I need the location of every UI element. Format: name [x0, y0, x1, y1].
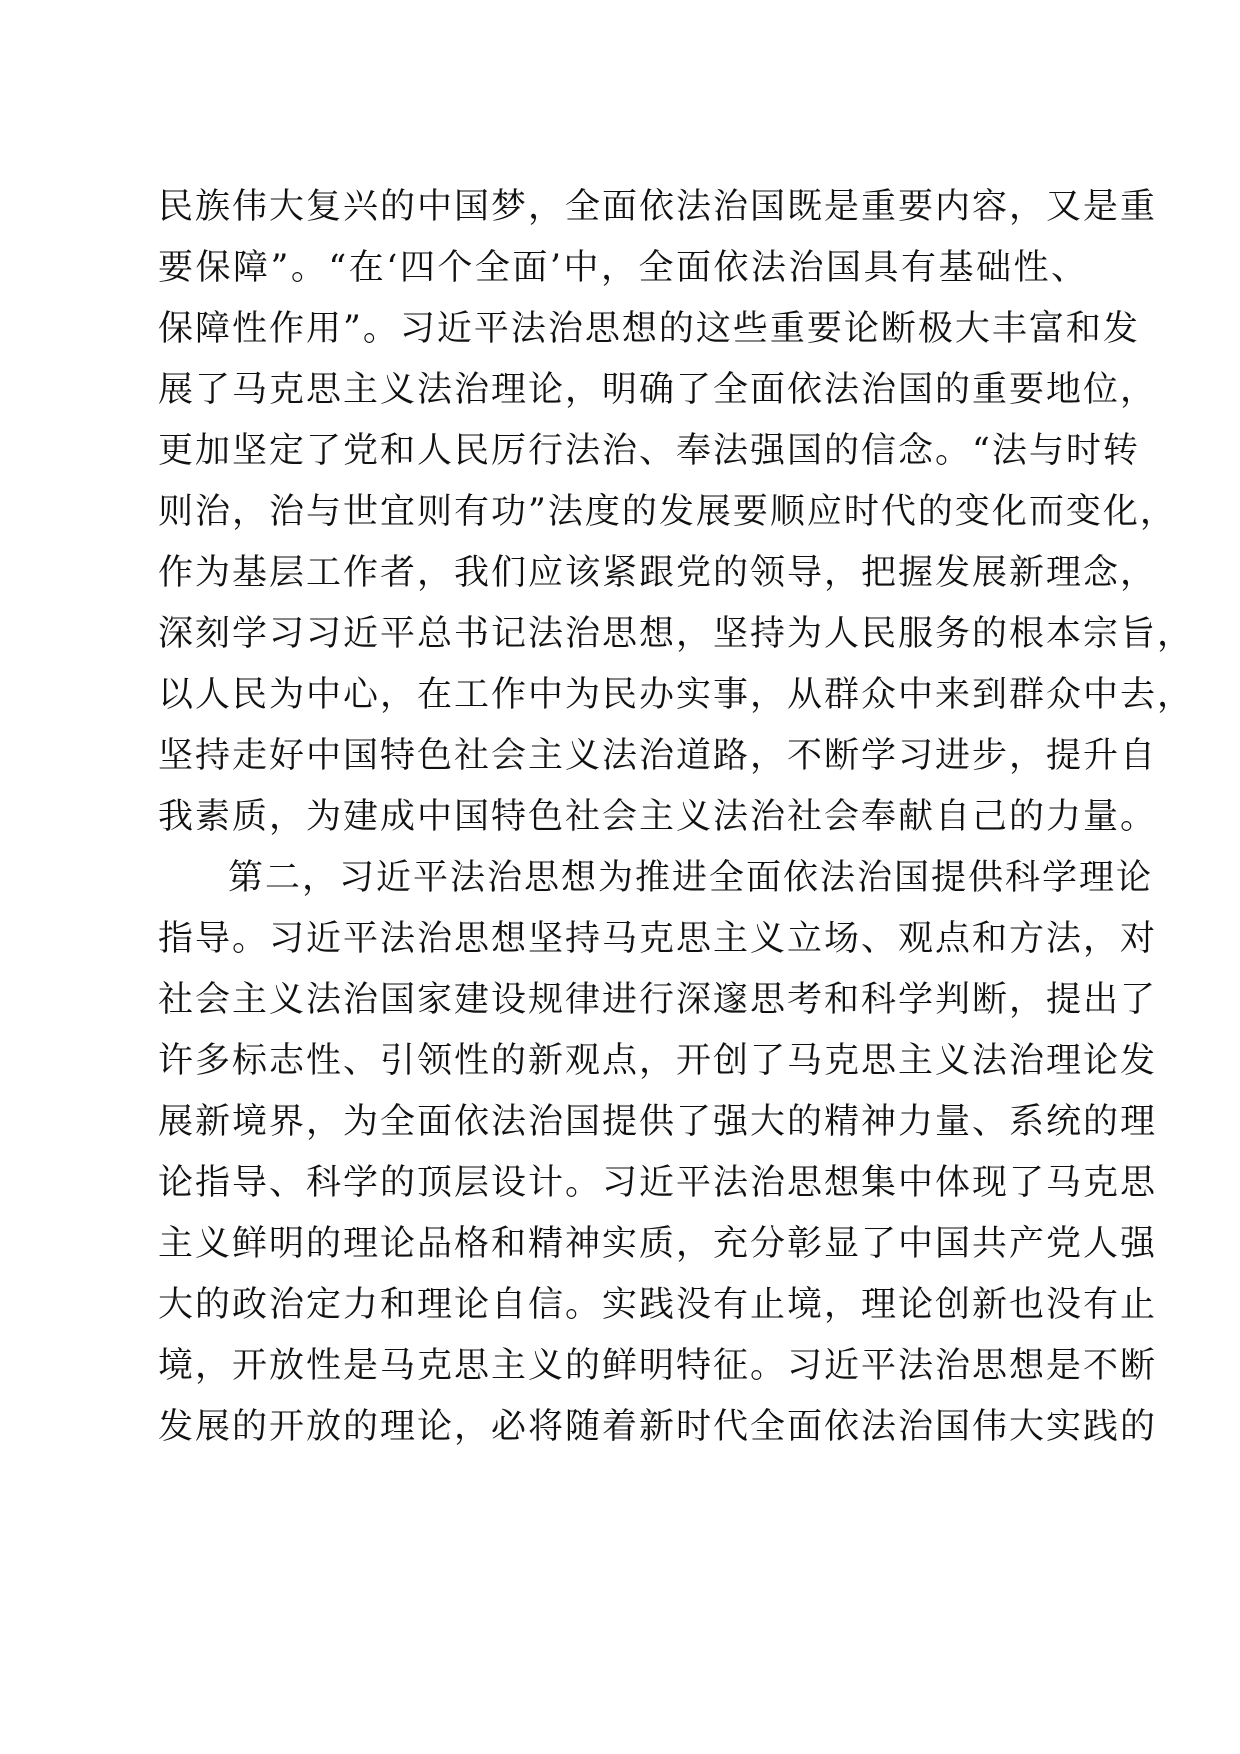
paragraph-2 — [158, 858, 1158, 1471]
text-line: 论指导、科学的顶层设计。习近平法治思想集中体现了马克思 — [158, 1163, 1158, 1203]
document-body — [158, 187, 1195, 1471]
text-line: 大的政治定力和理论自信。实践没有止境，理论创新也没有止 — [158, 1285, 1158, 1325]
text-line: 坚持走好中国特色社会主义法治道路，不断学习进步，提升自 — [158, 736, 1158, 776]
text-line: 展了马克思主义法治理论，明确了全面依法治国的重要地位， — [158, 370, 1158, 410]
text-line: 民族伟大复兴的中国梦，全面依法治国既是重要内容，又是重 — [158, 187, 1158, 227]
text-line: 展新境界，为全面依法治国提供了强大的精神力量、系统的理 — [158, 1102, 1158, 1142]
text-line: 作为基层工作者，我们应该紧跟党的领导，把握发展新理念， — [158, 553, 1158, 593]
text-line: 以人民为中心，在工作中为民办实事，从群众中来到群众中去， — [158, 675, 1195, 715]
text-line: 更加坚定了党和人民厉行法治、奉法强国的信念。“法与时转 — [158, 431, 1140, 471]
text-line: 保障性作用”。习近平法治思想的这些重要论断极大丰富和发 — [158, 309, 1140, 349]
text-line: 主义鲜明的理论品格和精神实质，充分彰显了中国共产党人强 — [158, 1224, 1158, 1264]
text-line: 我素质，为建成中国特色社会主义法治社会奉献自己的力量。 — [158, 797, 1158, 837]
text-line: 深刻学习习近平总书记法治思想，坚持为人民服务的根本宗旨， — [158, 614, 1195, 654]
text-line: 则治，治与世宜则有功”法度的发展要顺应时代的变化而变化， — [158, 492, 1177, 532]
text-line: 指导。习近平法治思想坚持马克思主义立场、观点和方法，对 — [158, 919, 1158, 959]
text-line: 境，开放性是马克思主义的鲜明特征。习近平法治思想是不断 — [158, 1346, 1158, 1386]
text-line: 第二，习近平法治思想为推进全面依法治国提供科学理论 — [228, 858, 1154, 898]
paragraph-1 — [158, 187, 1195, 861]
text-line: 许多标志性、引领性的新观点，开创了马克思主义法治理论发 — [158, 1041, 1158, 1081]
text-line: 要保障”。“在‘四个全面’中，全面依法治国具有基础性、 — [158, 248, 1088, 288]
text-line: 社会主义法治国家建设规律进行深邃思考和科学判断，提出了 — [158, 980, 1158, 1020]
text-line: 发展的开放的理论，必将随着新时代全面依法治国伟大实践的 — [158, 1407, 1158, 1447]
